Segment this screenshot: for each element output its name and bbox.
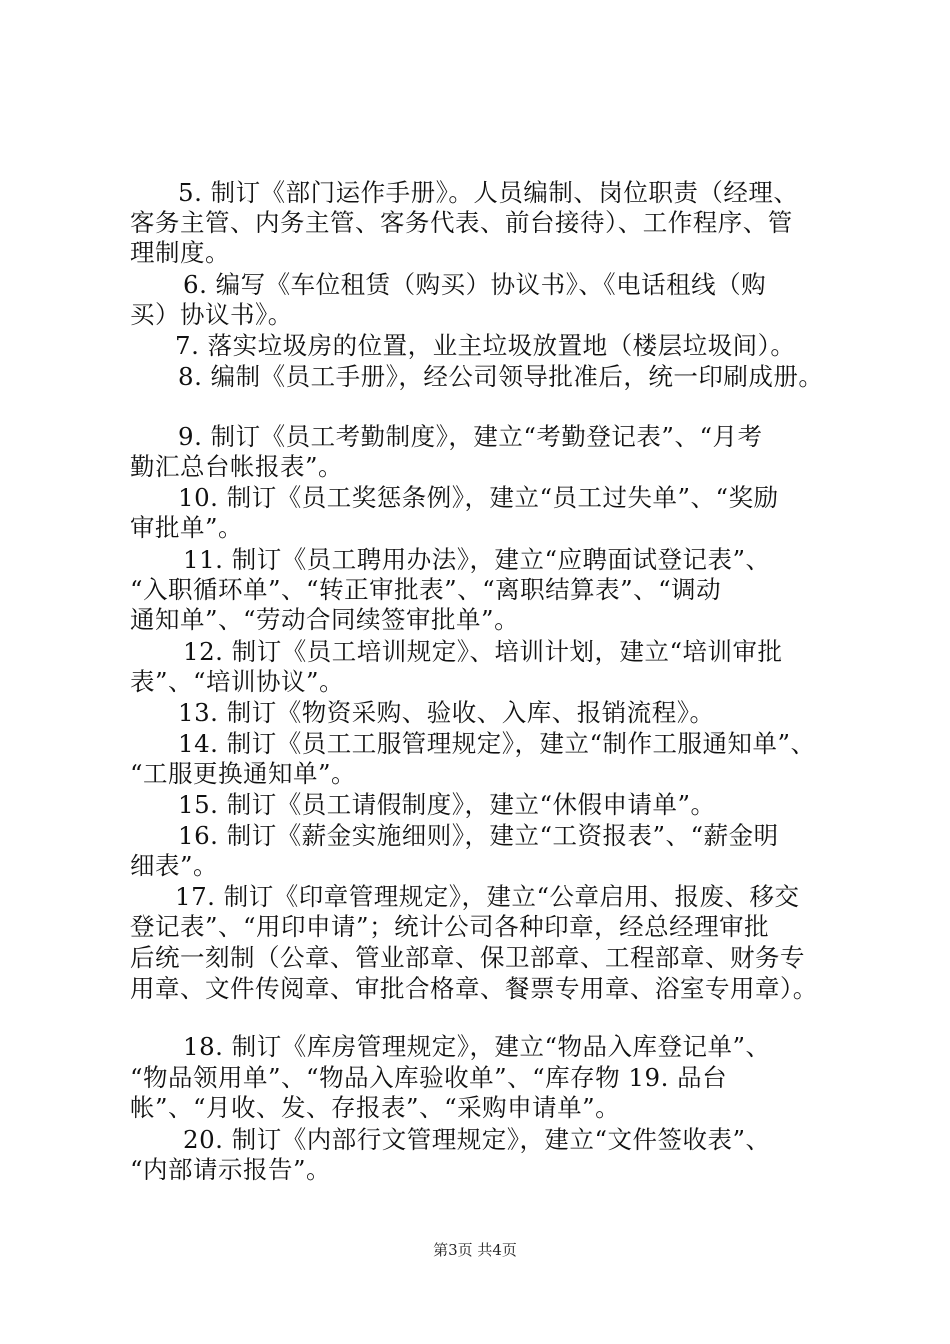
text-line: 后统一刻制（公章、管业部章、保卫部章、工程部章、财务专 [130,943,805,972]
text-line: 客务主管、内务主管、客务代表、前台接待）、工作程序、管 [130,208,793,237]
text-line: 5. 制订《部门运作手册》。人员编制、岗位职责（经理、 [178,178,799,207]
text-line: 表”、“培训协议”。 [130,667,345,696]
page-number-footer: 第3页 共4页 [433,1241,517,1259]
text-line: 细表”。 [130,851,219,880]
text-line: 15. 制订《员工请假制度》，建立“休假申请单”。 [178,790,716,819]
text-line: “工服更换通知单”。 [130,759,357,788]
text-line: 7. 落实垃圾房的位置，业主垃圾放置地（楼层垃圾间）。 [175,331,796,360]
text-line: 16. 制订《薪金实施细则》，建立“工资报表”、“薪金明 [178,821,779,850]
text-line: 18. 制订《库房管理规定》，建立“物品入库登记单”、 [183,1032,771,1061]
text-line: 9. 制订《员工考勤制度》，建立“考勤登记表”、“月考 [178,422,763,451]
text-line: 20. 制订《内部行文管理规定》，建立“文件签收表”、 [183,1125,771,1154]
text-line: 勤汇总台帐报表”。 [130,452,344,481]
text-line: 通知单”、“劳动合同续签审批单”。 [130,605,520,634]
text-line: 11. 制订《员工聘用办法》，建立“应聘面试登记表”、 [183,545,771,574]
text-line: 17. 制订《印章管理规定》，建立“公章启用、报废、移交 [175,882,800,911]
text-line: 6. 编写《车位租赁（购买）协议书》、《电话租线（购 [183,270,767,299]
text-line: 帐”、“月收、发、存报表”、“采购申请单”。 [130,1093,621,1122]
text-line: 用章、文件传阅章、审批合格章、餐票专用章、浴室专用章）。 [130,974,818,1003]
text-line: 登记表”、“用印申请”；统计公司各种印章，经总经理审批 [130,912,770,941]
text-line: 14. 制订《员工工服管理规定》，建立“制作工服通知单”、 [178,729,816,758]
text-line: 买）协议书》。 [130,300,293,329]
text-line: 理制度。 [130,238,230,267]
text-line: 12. 制订《员工培训规定》、培训计划，建立“培训审批 [183,637,783,666]
text-line: 13. 制订《物资采购、验收、入库、报销流程》。 [178,698,715,727]
text-line: 8. 编制《员工手册》，经公司领导批准后，统一印刷成册。 [178,362,824,391]
text-line: 10. 制订《员工奖惩条例》，建立“员工过失单”、“奖励 [178,483,779,512]
text-line: “内部请示报告”。 [130,1155,332,1184]
text-line: “物品领用单”、“物品入库验收单”、“库存物 19. 品台 [130,1063,728,1092]
text-line: 审批单”。 [130,513,244,542]
text-line: “入职循环单”、“转正审批表”、“离职结算表”、“调动 [130,575,722,604]
